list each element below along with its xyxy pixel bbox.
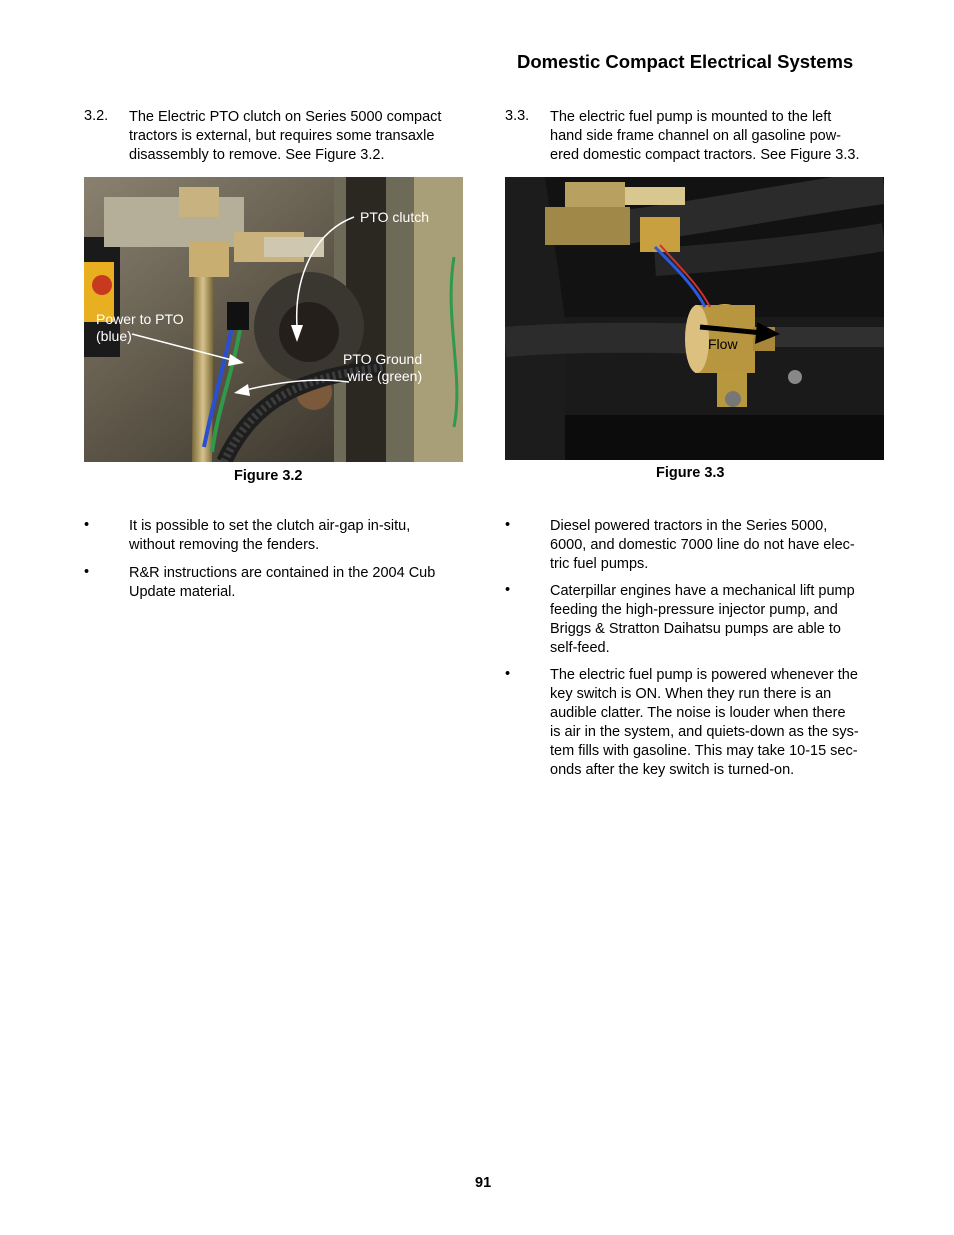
callout-flow: Flow [708,336,738,352]
section-number-3-3: 3.3. [505,108,530,124]
text-line: key switch is ON. When they run there is an [550,686,832,702]
figure-3-3-caption: Figure 3.3 [656,465,725,481]
bullet-marker: • [84,564,90,580]
text-line: The electric fuel pump is mounted to the left [550,109,832,125]
callout-line: Power to PTO [96,311,184,327]
bullet-text [550,582,895,658]
text-line: audible clatter. The noise is louder when there [550,705,846,721]
page-header-title: Domestic Compact Electrical Systems [517,51,854,72]
figure-3-3-photo [505,177,884,460]
text-line: tractors is external, but requires some transaxle [129,128,435,144]
text-line: Briggs & Stratton Daihatsu pumps are able to [550,621,841,637]
figure-3-2-photo [84,177,463,462]
section-number-3-2: 3.2. [84,108,109,124]
callout-line: wire (green) [347,368,423,384]
text-line: is air in the system, and quiets-down as the sys- [550,724,859,740]
bullet-marker: • [84,517,90,533]
bullet-marker: • [505,666,511,682]
callout-line: (blue) [96,328,132,344]
bullet-text [550,666,895,780]
section-3-3-text [550,108,890,165]
text-line: The Electric PTO clutch on Series 5000 compact [129,109,442,125]
figure-3-2-caption: Figure 3.2 [234,468,303,484]
bullet-text [129,564,469,602]
text-line: R&R instructions are contained in the 2004 Cub [129,565,436,581]
text-line: 6000, and domestic 7000 line do not have elec- [550,537,855,553]
callout-power-to-pto [96,311,184,345]
text-line: onds after the key switch is turned-on. [550,762,795,778]
section-3-2-text [129,108,469,165]
text-line: ered domestic compact tractors. See Figure 3.3. [550,147,860,163]
callout-pto-ground [343,351,422,385]
bullet-marker: • [505,517,511,533]
callout-line: PTO Ground [343,351,423,367]
text-line: tem fills with gasoline. This may take 10-15 sec- [550,743,858,759]
text-line: Diesel powered tractors in the Series 5000, [550,518,828,534]
text-line: Update material. [129,584,236,600]
text-line: without removing the fenders. [129,537,320,553]
text-line: tric fuel pumps. [550,556,649,572]
text-line: It is possible to set the clutch air-gap in-situ, [129,518,411,534]
text-line: hand side frame channel on all gasoline pow- [550,128,841,144]
text-line: disassembly to remove. See Figure 3.2. [129,147,385,163]
text-line: Caterpillar engines have a mechanical lift pump [550,583,855,599]
bullet-text [129,517,469,555]
text-line: feeding the high-pressure injector pump, and [550,602,838,618]
text-line: self-feed. [550,640,610,656]
callout-pto-clutch: PTO clutch [360,209,429,225]
bullet-text [550,517,895,574]
text-line: The electric fuel pump is powered whenever the [550,667,858,683]
fuel-pump-photo [505,177,884,460]
page-number: 91 [475,1175,492,1191]
bullet-marker: • [505,582,511,598]
